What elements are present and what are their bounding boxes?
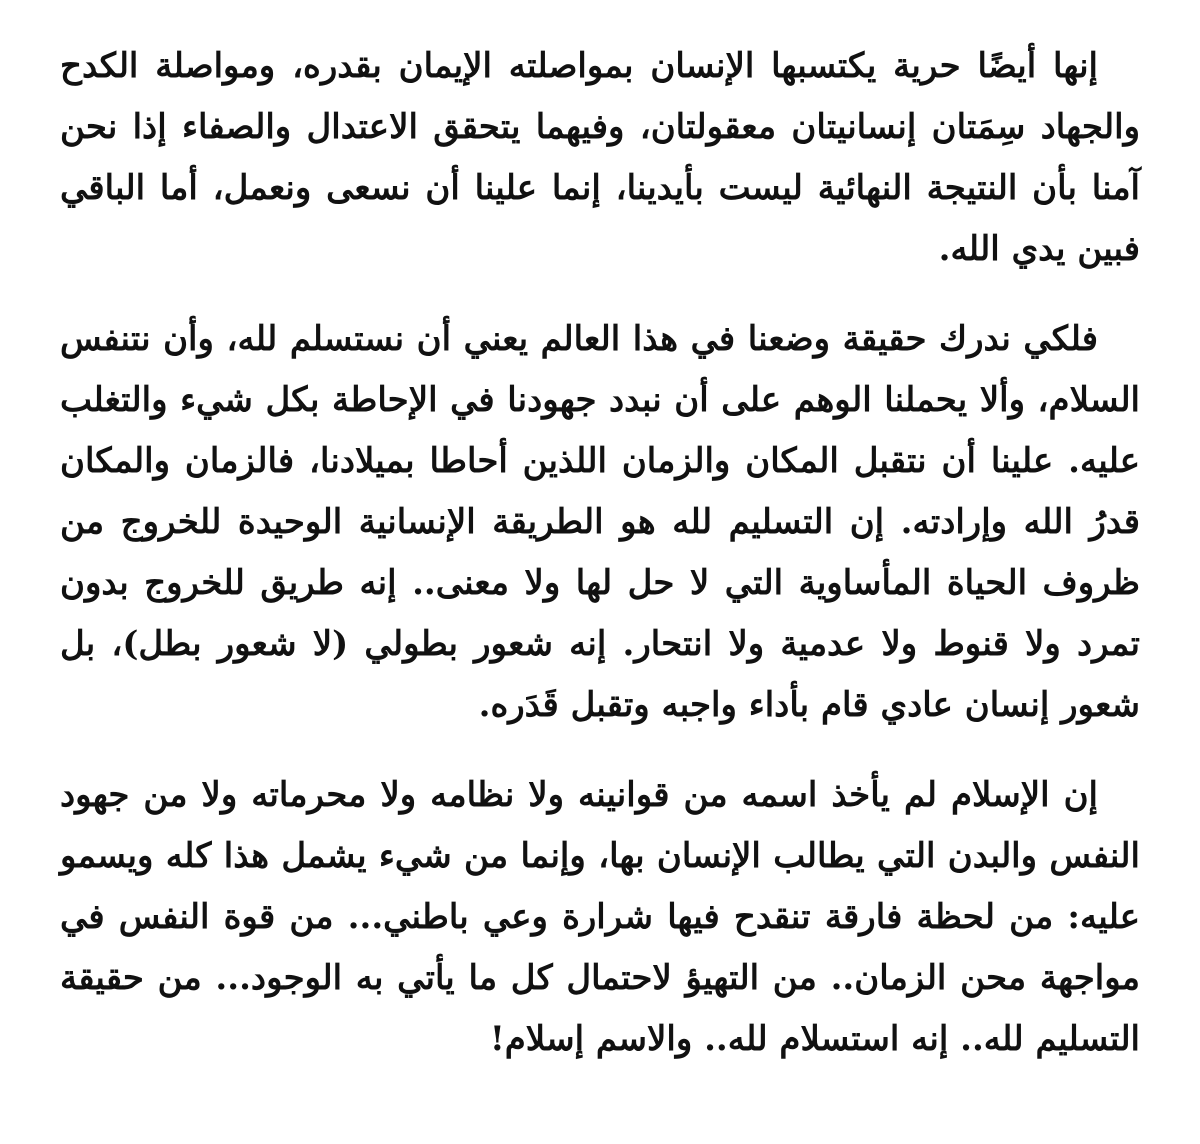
paragraph-1: إنها أيضًا حرية يكتسبها الإنسان بمواصلته الإيمان بقدره، ومواصلة الكدح والجهاد سِمَتان إنسانيتان معقولتان، وفيهما يتحقق الاعتدال والصفاء إذا نحن آمنا بأن النتيجة النهائية ليست بأيدينا، إنما علينا أن نسعى ونعمل، أما الباقي فبين يدي الله. [60,46,1140,269]
paragraph-2: فلكي ندرك حقيقة وضعنا في هذا العالم يعني أن نستسلم لله، وأن نتنفس السلام، وألا يحملنا الوهم على أن نبدد جهودنا في الإحاطة بكل شيء والتغلب عليه. علينا أن نتقبل المكان والزمان اللذين أحاطا بميلادنا، فالزمان والمكان قدرُ الله وإرادته. إن التسليم لله هو الطريقة الإنسانية الوحيدة للخروج من ظروف الحياة المأساوية التي لا حل لها ولا معنى.. إنه طريق للخروج بدون تمرد ولا قنوط ولا عدمية ولا انتحار. إنه شعور بطولي (لا شعور بطل)، بل شعور إنسان عادي قام بأداء واجبه وتقبل قَدَره. [60,319,1140,725]
text-body [60,36,1140,1070]
paragraph-3: إن الإسلام لم يأخذ اسمه من قوانينه ولا نظامه ولا محرماته ولا من جهود النفس والبدن التي يطالب الإنسان بها، وإنما من شيء يشمل هذا كله ويسمو عليه: من لحظة فارقة تنقدح فيها شرارة وعي باطني... من قوة النفس في مواجهة محن الزمان.. من التهيؤ لاحتمال كل ما يأتي به الوجود... من حقيقة التسليم لله.. إنه استسلام لله.. والاسم إسلام! [60,775,1140,1059]
